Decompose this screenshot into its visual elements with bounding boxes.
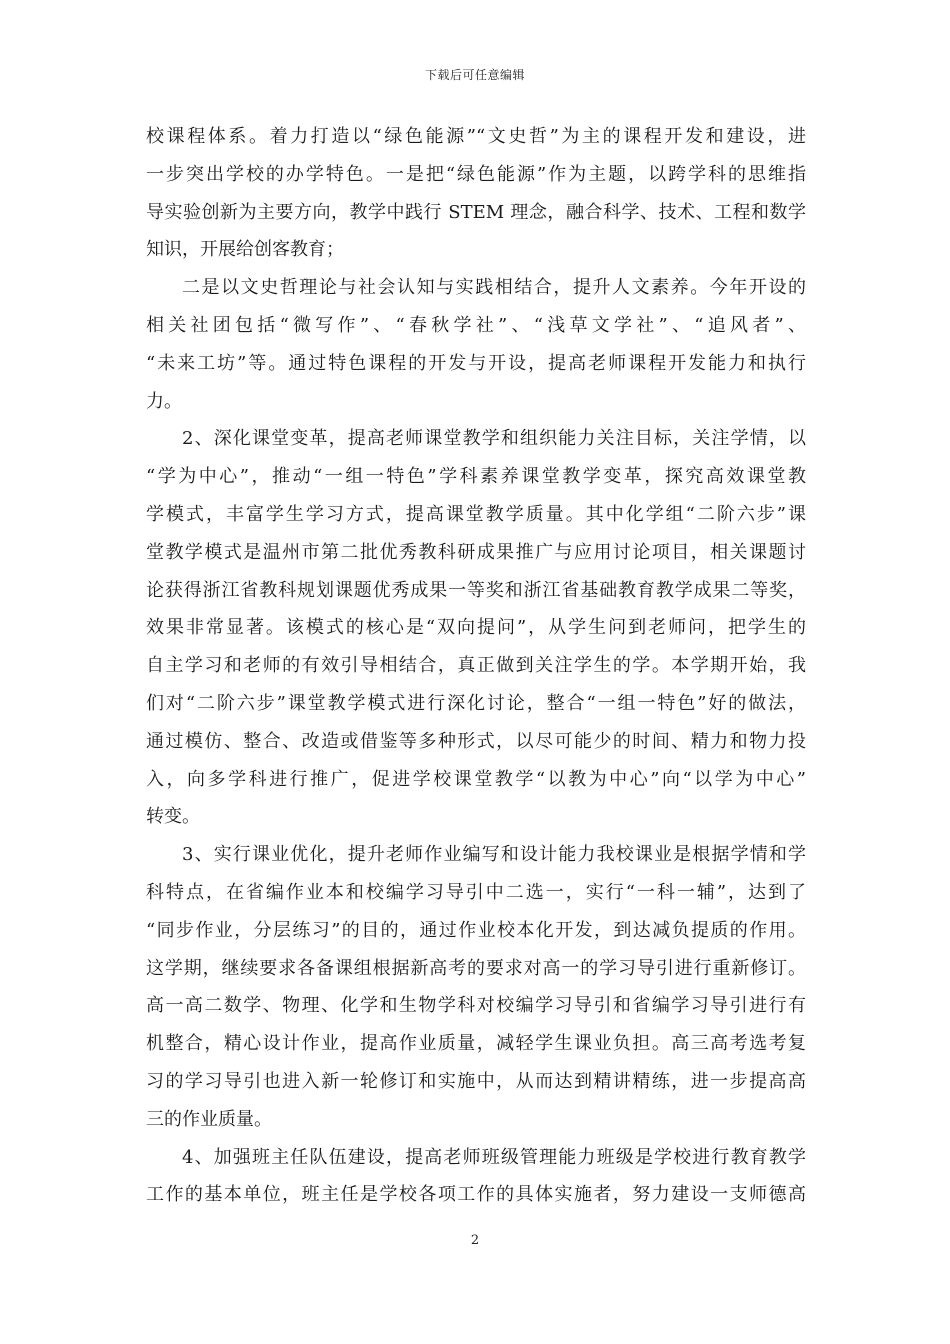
text-line: 机整合，精心设计作业，提高作业质量，减轻学生课业负担。高三高考选考复	[146, 1033, 806, 1055]
paragraph	[146, 118, 806, 269]
text-line: 学模式，丰富学生学习方式，提高课堂教学质量。其中化学组“二阶六步”课	[146, 503, 806, 525]
paragraph	[146, 269, 806, 420]
text-line: 堂教学模式是温州市第二批优秀教科研成果推广与应用讨论项目，相关课题讨	[146, 541, 806, 563]
text-line: 二是以文史哲理论与社会认知与实践相结合，提升人文素养。今年开设的	[182, 277, 806, 299]
text-line: 一步突出学校的办学特色。一是把“绿色能源”作为主题，以跨学科的思维指	[146, 163, 806, 185]
text-line: 3、实行课业优化，提升老师作业编写和设计能力我校课业是根据学情和学	[182, 844, 806, 866]
text-line: 2、深化课堂变革，提高老师课堂教学和组织能力关注目标，关注学情，以	[182, 428, 806, 450]
text-line: 高一高二数学、物理、化学和生物学科对校编学习导引和省编学习导引进行有	[146, 995, 806, 1017]
text-line: 相关社团包括“微写作”、“春秋学社”、“浅草文学社”、“追风者”、	[146, 314, 806, 336]
document-body	[146, 118, 806, 1214]
paragraph	[146, 836, 806, 1138]
text-line: 力。	[146, 390, 182, 412]
paragraph	[146, 1139, 806, 1215]
text-line: 效果非常显著。该模式的核心是“双向提问”，从学生问到老师问，把学生的	[146, 617, 806, 639]
text-line: 转变。	[146, 806, 200, 828]
text-line: “同步作业，分层练习”的目的，通过作业校本化开发，到达减负提质的作用。	[146, 919, 806, 941]
text-line: 校课程体系。着力打造以“绿色能源”“文史哲”为主的课程开发和建设，进	[146, 126, 806, 147]
text-line: 工作的基本单位，班主任是学校各项工作的具体实施者，努力建设一支师德高	[146, 1184, 806, 1206]
text-line: 导实验创新为主要方向，教学中践行 STEM 理念，融合科学、技术、工程和数学	[146, 201, 806, 223]
text-line: 科特点，在省编作业本和校编学习导引中二选一，实行“一科一辅”，达到了	[146, 881, 806, 903]
text-line: 入，向多学科进行推广，促进学校课堂教学“以教为中心”向“以学为中心”	[146, 768, 806, 790]
text-line: 们对“二阶六步”课堂教学模式进行深化讨论，整合“一组一特色”好的做法，	[146, 692, 806, 714]
text-line: 这学期，继续要求各备课组根据新高考的要求对高一的学习导引进行重新修订。	[146, 957, 806, 979]
text-line: “未来工坊”等。通过特色课程的开发与开设，提高老师课程开发能力和执行	[146, 352, 806, 374]
page-number: 2	[470, 1233, 480, 1248]
text-line: 知识，开展给创客教育；	[146, 239, 344, 261]
text-line: 三的作业质量。	[146, 1108, 272, 1130]
paragraph	[146, 420, 806, 836]
text-line: 论获得浙江省教科规划课题优秀成果一等奖和浙江省基础教育教学成果二等奖，	[146, 579, 806, 601]
text-line: 4、加强班主任队伍建设，提高老师班级管理能力班级是学校进行教育教学	[182, 1146, 806, 1168]
text-line: 通过模仿、整合、改造或借鉴等多种形式，以尽可能少的时间、精力和物力投	[146, 730, 806, 752]
page-header: 下载后可任意编辑	[424, 68, 525, 82]
text-line: 习的学习导引也进入新一轮修订和实施中，从而达到精讲精练，进一步提高高	[146, 1070, 806, 1092]
text-line: 自主学习和老师的有效引导相结合，真正做到关注学生的学。本学期开始，我	[146, 655, 806, 677]
text-line: “学为中心”，推动“一组一特色”学科素养课堂教学变革，探究高效课堂教	[146, 466, 806, 488]
